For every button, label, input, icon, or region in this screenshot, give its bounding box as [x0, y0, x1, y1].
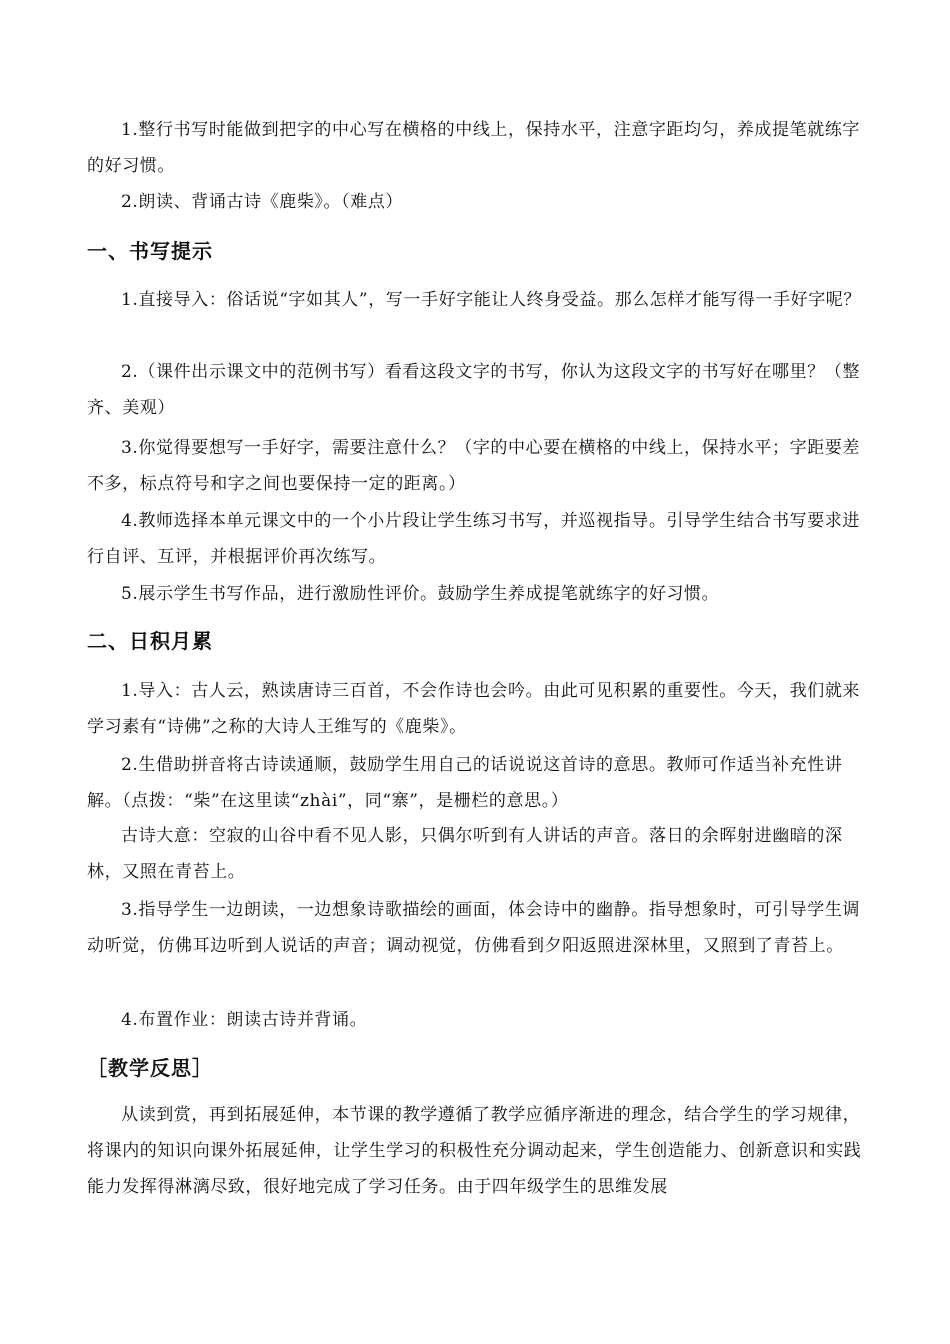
accumulation-step-2: 2.生借助拼音将古诗读通顺，鼓励学生用自己的话说说这首诗的意思。教师可作适当补充性讲解。（点拨：“柴”在这里读“zhài”，同“寨”，是栅栏的意思。）: [87, 755, 843, 811]
reflection-paragraph: 从读到赏，再到拓展延伸，本节课的教学遵循了教学应循序渐进的理念，结合学生的学习规律，将课内的知识向课外拓展延伸，让学生学习的积极性充分调动起来，学生创造能力、创新意识和实践能力发挥得淋漓尽致，很好地完成了学习任务。由于四年级学生的思维发展: [87, 1105, 862, 1197]
writing-step-1: 1.直接导入：俗话说“字如其人”，写一手好字能让人终身受益。那么怎样才能写得一手好字呢？: [121, 290, 861, 310]
accumulation-step-1: 1.导入：古人云，熟读唐诗三百首，不会作诗也会吟。由此可见积累的重要性。今天，我们就来学习素有“诗佛”之称的大诗人王维写的《鹿柴》。: [87, 681, 861, 737]
objective-1: 1.整行书写时能做到把字的中心写在横格的中线上，保持水平，注意字距均匀，养成提笔就练字的好习惯。: [87, 120, 861, 176]
writing-step-4: 4.教师选择本单元课文中的一个小片段让学生练习书写，并巡视指导。引导学生结合书写要求进行自评、互评，并根据评价再次练写。: [87, 511, 861, 567]
writing-step-2: 2.（课件出示课文中的范例书写）看看这段文字的书写，你认为这段文字的书写好在哪里？（整齐、美观）: [87, 362, 861, 418]
accumulation-step-4: 4.布置作业：朗读古诗并背诵。: [121, 1010, 368, 1030]
writing-step-5: 5.展示学生书写作品，进行激励性评价。鼓励学生养成提笔就练字的好习惯。: [121, 584, 720, 604]
reflection-heading: ［教学反思］: [87, 1056, 213, 1080]
accumulation-step-3: 3.指导学生一边朗读，一边想象诗歌描绘的画面，体会诗中的幽静。指导想象时，可引导学生调动听觉，仿佛耳边听到人说话的声音；调动视觉，仿佛看到夕阳返照进深林里，又照到了青苔上。: [87, 900, 861, 956]
section-heading-writing: 一、书写提示: [87, 239, 213, 263]
writing-step-3: 3.你觉得要想写一手好字，需要注意什么？（字的中心要在横格的中线上，保持水平；字距要差不多，标点符号和字之间也要保持一定的距离。）: [87, 438, 861, 494]
section-heading-accumulation: 二、日积月累: [87, 629, 213, 653]
objective-2: 2.朗读、背诵古诗《鹿柴》。（难点）: [121, 192, 404, 212]
poem-meaning: 古诗大意：空寂的山谷中看不见人影，只偶尔听到有人讲话的声音。落日的余晖射进幽暗的深林，又照在青苔上。: [87, 826, 843, 882]
